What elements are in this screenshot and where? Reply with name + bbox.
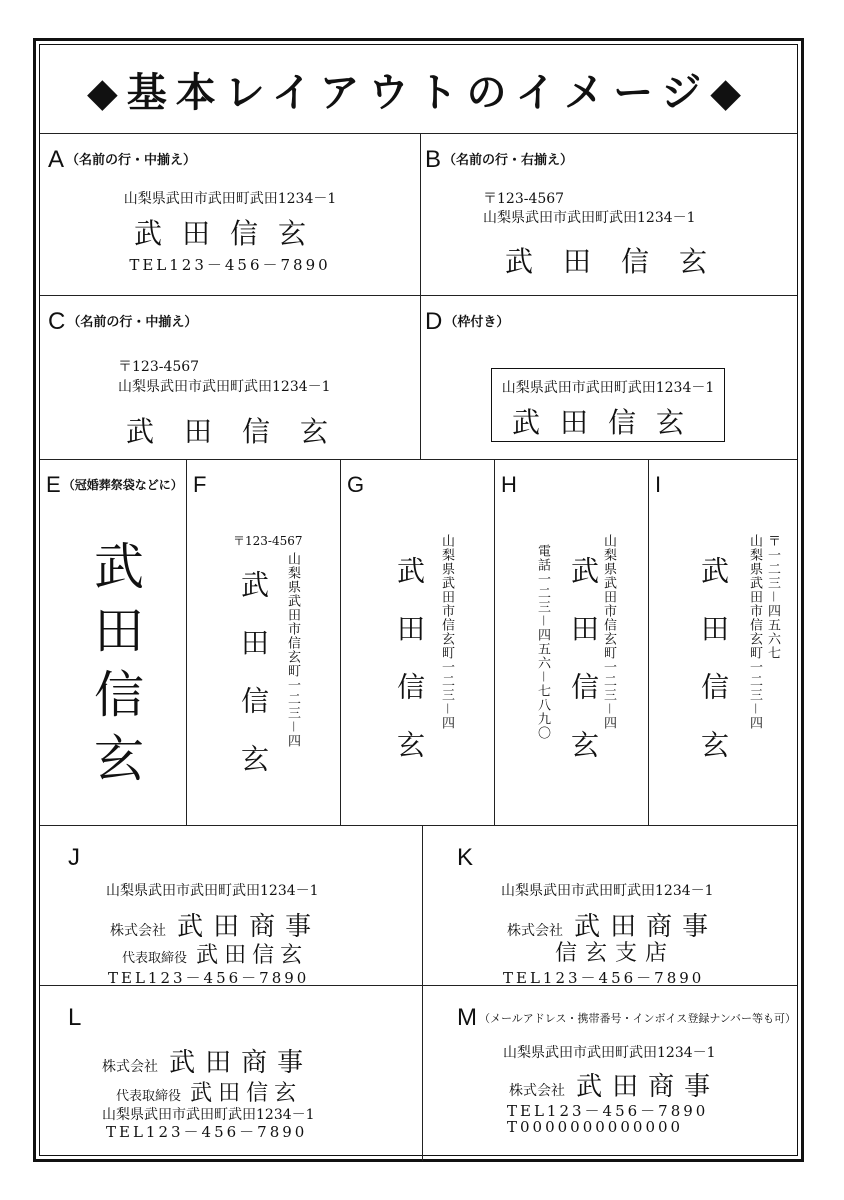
layout-m xyxy=(422,985,797,1161)
tel-h: 電話一二三－四五六－七八九〇 xyxy=(535,544,550,741)
name-a: 武田信玄 xyxy=(133,217,326,250)
tel-m: TEL123－456－7890 xyxy=(507,1102,709,1120)
note-e: （冠婚葬祭袋などに） xyxy=(62,478,183,492)
label-f: F xyxy=(193,472,207,497)
label-m: M xyxy=(457,1004,477,1031)
address-k: 山梨県武田市武田町武田1234－1 xyxy=(501,883,714,899)
label-g: G xyxy=(347,472,365,497)
tel-k: TEL123－456－7890 xyxy=(503,969,705,987)
name-b: 武田信玄 xyxy=(505,245,738,278)
note-m: （メールアドレス・携帯番号・インボイス登録ナンバー等も可） xyxy=(479,1012,797,1025)
title-l: 代表取締役 xyxy=(116,1089,182,1104)
name-g: 武田信玄 xyxy=(393,556,426,788)
company-prefix-k: 株式会社 xyxy=(507,923,563,939)
name-h: 武田信玄 xyxy=(567,556,600,788)
note-a: （名前の行・中揃え） xyxy=(66,153,197,168)
label-a: A xyxy=(48,146,65,173)
tel-l: TEL123－456－7890 xyxy=(106,1123,308,1141)
title-j: 代表取締役 xyxy=(122,951,188,966)
label-b: B xyxy=(425,146,442,173)
name-e: 武田信玄 xyxy=(86,540,144,796)
address-l: 山梨県武田市武田町武田1234－1 xyxy=(102,1107,315,1123)
company-j: 武田商事 xyxy=(177,912,322,942)
address-b: 山梨県武田市武田町武田1234－1 xyxy=(483,210,696,226)
layout-grid xyxy=(39,44,798,1156)
name-f: 武田信玄 xyxy=(237,570,270,802)
name-d: 武田信玄 xyxy=(511,406,704,439)
address-a: 山梨県武田市武田町武田1234－1 xyxy=(123,191,337,207)
frame-d xyxy=(491,368,725,442)
layout-d xyxy=(420,295,797,459)
layout-e xyxy=(40,459,186,825)
tel-j: TEL123－456－7890 xyxy=(108,969,310,987)
postal-i: 〒一二三－四五六七 xyxy=(765,534,780,661)
label-h: H xyxy=(501,472,517,497)
label-c: C xyxy=(48,308,66,335)
address-j: 山梨県武田市武田町武田1234－1 xyxy=(106,883,319,899)
layout-sheet xyxy=(33,38,804,1162)
layout-k xyxy=(422,825,797,985)
name-l: 武田信玄 xyxy=(190,1081,303,1106)
address-m: 山梨県武田市武田町武田1234－1 xyxy=(503,1045,716,1061)
label-k: K xyxy=(457,844,474,871)
layout-l xyxy=(40,985,422,1161)
layout-b xyxy=(420,133,797,295)
label-l: L xyxy=(68,1004,82,1031)
company-m: 武田商事 xyxy=(576,1072,721,1102)
name-c: 武田信玄 xyxy=(126,415,359,448)
layout-h xyxy=(494,459,648,825)
tel-a: TEL123－456－7890 xyxy=(129,256,331,274)
note-d: （枠付き） xyxy=(444,315,510,330)
postal-f: 〒123-4567 xyxy=(233,534,303,548)
company-prefix-m: 株式会社 xyxy=(509,1083,565,1099)
layout-f xyxy=(186,459,340,825)
layout-g xyxy=(340,459,494,825)
address-i: 山梨県武田市信玄町一二三－四 xyxy=(747,534,762,731)
name-i: 武田信玄 xyxy=(697,556,730,788)
branch-k: 信玄支店 xyxy=(555,941,676,966)
postal-b: 〒123-4567 xyxy=(483,191,565,207)
address-h: 山梨県武田市信玄町一二三－四 xyxy=(601,534,616,731)
page-title: ◆基本レイアウトのイメージ◆ xyxy=(86,69,751,116)
company-l: 武田商事 xyxy=(169,1048,314,1078)
address-d: 山梨県武田市武田町武田1234－1 xyxy=(501,380,715,396)
address-f: 山梨県武田市信玄町一二三－四 xyxy=(285,552,300,749)
address-g: 山梨県武田市信玄町一二三－四 xyxy=(439,534,454,731)
label-e: E xyxy=(46,472,61,497)
note-c: （名前の行・中揃え） xyxy=(67,315,198,330)
layout-i xyxy=(648,459,797,825)
layout-c xyxy=(40,295,420,459)
layout-j xyxy=(40,825,422,985)
note-b: （名前の行・右揃え） xyxy=(443,153,574,168)
layout-a xyxy=(40,133,420,295)
label-j: J xyxy=(68,844,80,871)
company-prefix-l: 株式会社 xyxy=(102,1059,158,1075)
label-d: D xyxy=(425,308,443,335)
name-j: 武田信玄 xyxy=(196,943,309,968)
postal-c: 〒123-4567 xyxy=(118,359,200,375)
company-k: 武田商事 xyxy=(574,912,719,942)
company-prefix-j: 株式会社 xyxy=(110,923,166,939)
address-c: 山梨県武田市武田町武田1234－1 xyxy=(118,379,331,395)
registration-number-m: T0000000000000 xyxy=(507,1118,684,1136)
label-i: I xyxy=(655,472,662,497)
